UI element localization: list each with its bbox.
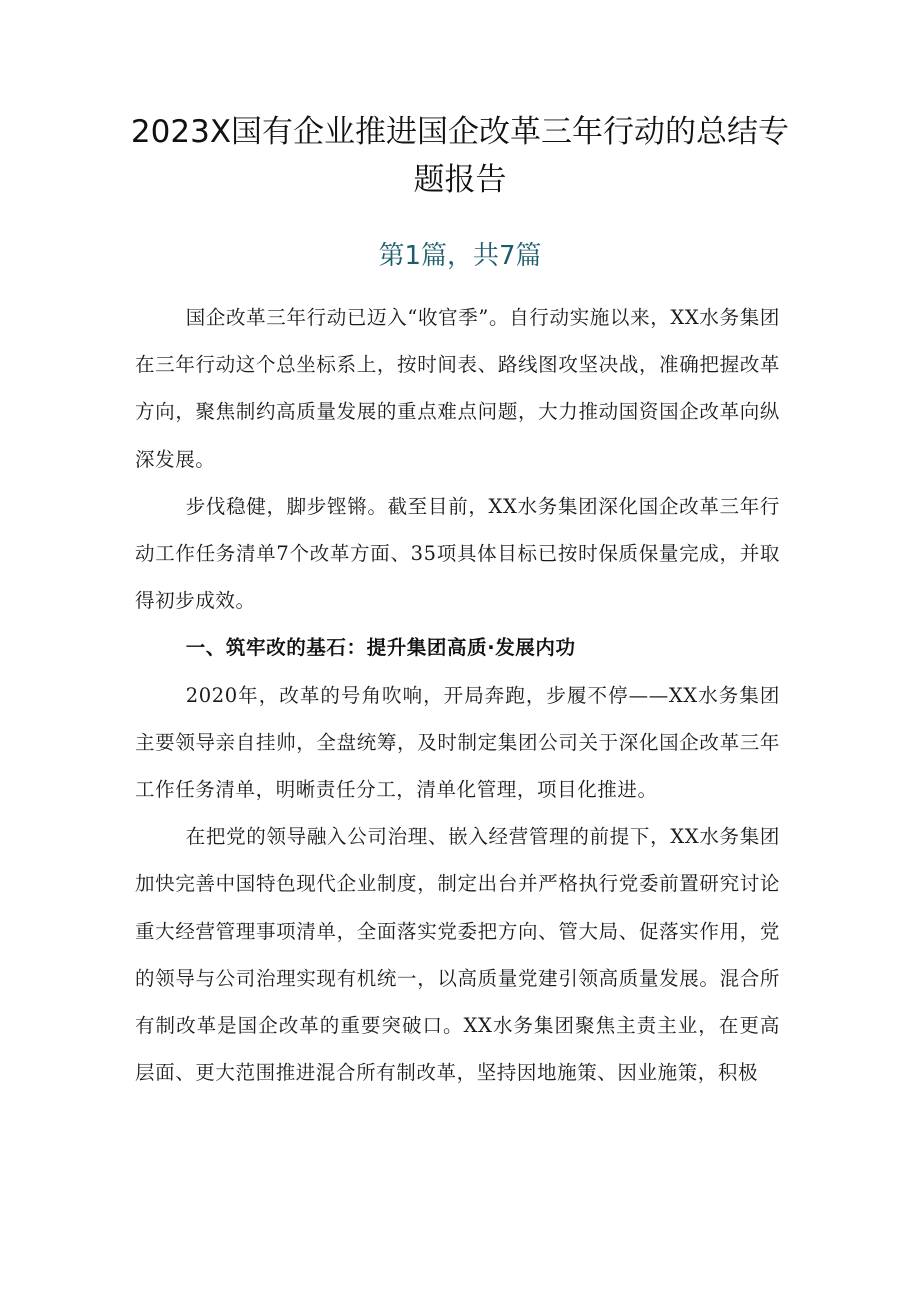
section-heading: 一、筑牢改的基石：提升集团高质·发展内功	[185, 636, 576, 660]
paragraph-intro: 国企改革三年行动已迈入“收官季”。自行动实施以来，XX水务集团在三年行动这个总坐标系上，按时间表、路线图攻坚决战，准确把握改革方向，聚焦制约高质量发展的重点难点问题，大力推动国资国企改革向纵深发展。	[135, 306, 780, 471]
document-part-indicator: 第1篇，共7篇	[378, 241, 542, 271]
document-body	[135, 294, 780, 1096]
paragraph-progress: 步伐稳健，脚步铿锵。截至目前，XX水务集团深化国企改革三年行动工作任务清单7个改革方面、35项具体目标已按时保质保量完成，并取得初步成效。	[135, 494, 780, 613]
paragraph-section-2: 在把党的领导融入公司治理、嵌入经营管理的前提下，XX水务集团加快完善中国特色现代企业制度，制定出台并严格执行党委前置研究讨论重大经营管理事项清单，全面落实党委把方向、管大局、促落实作用，党的领导与公司治理实现有机统一，以高质量党建引领高质量发展。混合所有制改革是国企改革的重要突破口。XX水务集团聚焦主责主业，在更高层面、更大范围推进混合所有制改革，坚持因地施策、因业施策，积极	[135, 825, 780, 1085]
document-title: 2023X国有企业推进国企改革三年行动的总结专题报告	[130, 114, 790, 198]
paragraph-section-1: 2020年，改革的号角吹响，开局奔跑，步履不停——XX水务集团主要领导亲自挂帅，全盘统筹，及时制定集团公司关于深化国企改革三年工作任务清单，明晰责任分工，清单化管理，项目化推进。	[135, 683, 780, 802]
